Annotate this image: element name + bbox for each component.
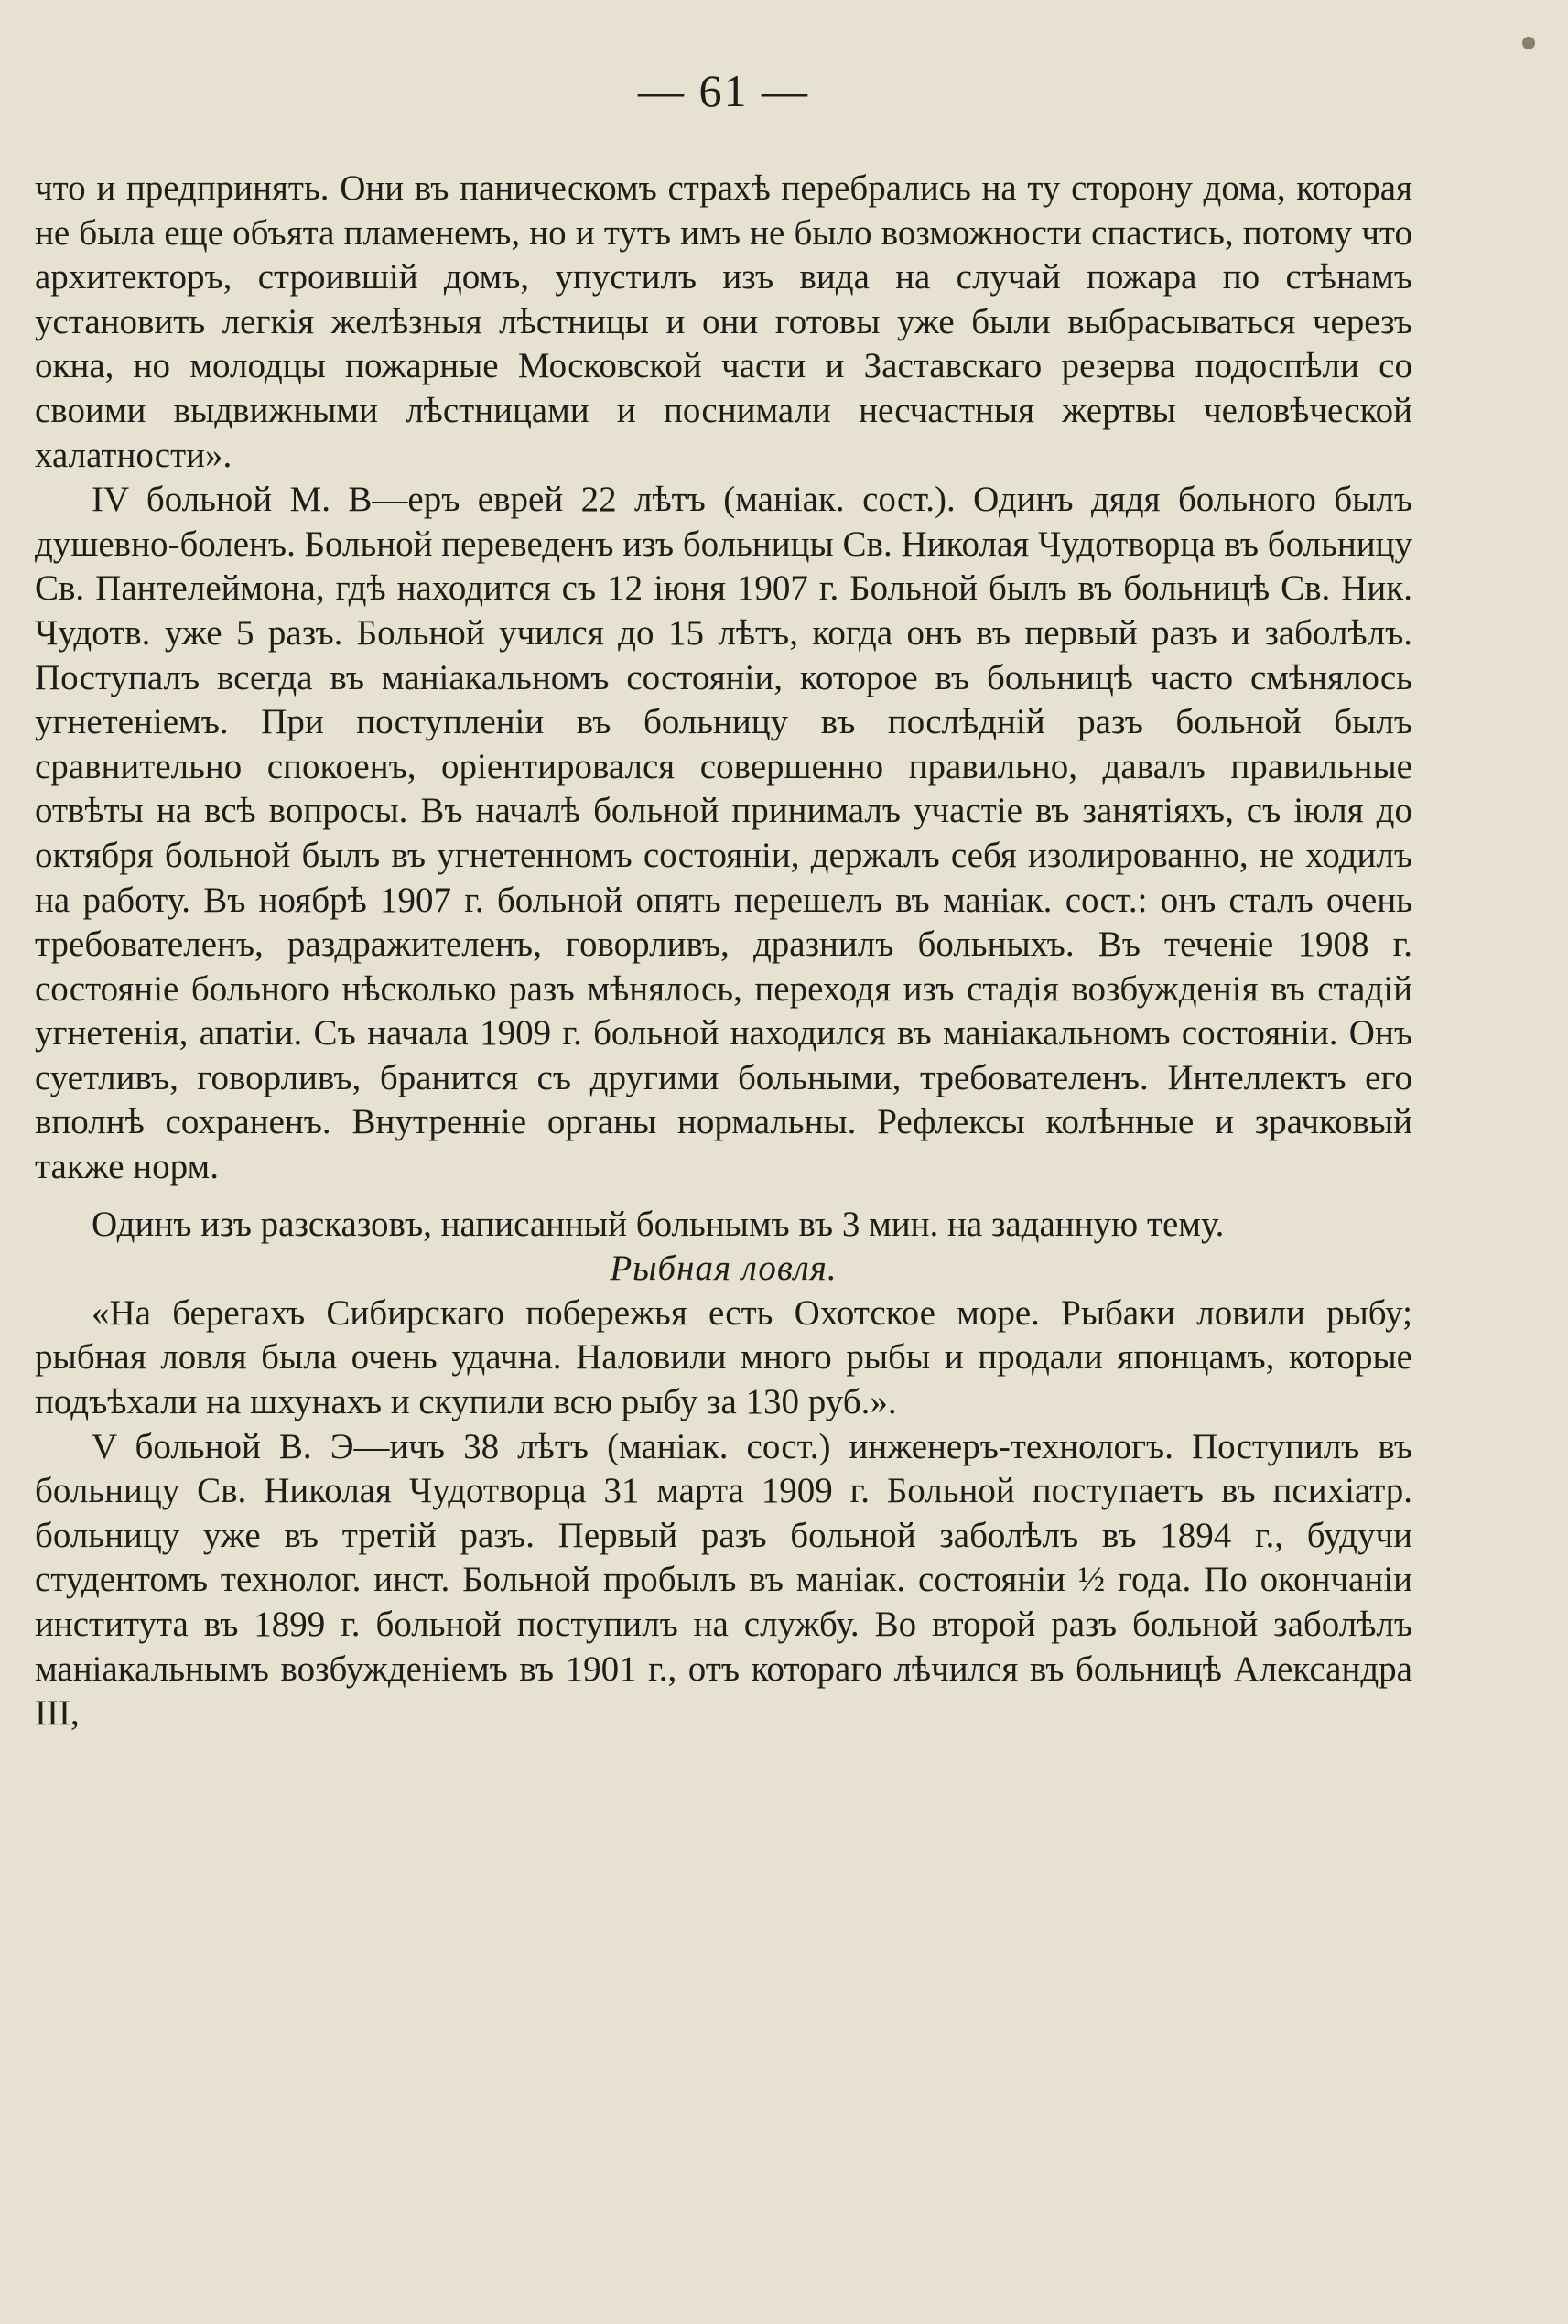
paragraph-case-v: V больной В. Э—ичъ 38 лѣтъ (маніак. сост.) инженеръ-технологъ. Поступилъ въ больницу Св. Николая Чудотворца 31 марта 1909 г. Больной поступаетъ въ психіатр. больницу уже въ третій разъ. Первый разъ больной заболѣлъ въ 1894 г., будучи студентомъ технолог. инст. Больной пробылъ въ маніак. состояніи ½ года. По окончаніи института въ 1899 г. больной поступилъ на службу. Во второй разъ больной заболѣлъ маніакальнымъ возбужденіемъ въ 1901 г., отъ котораго лѣчился въ больницѣ Александра III, [35,1426,1412,1734]
page-number: — 61 — [638,65,809,116]
paragraph-story-text: «На берегахъ Сибирскаго побережья есть Охотское море. Рыбаки ловили рыбу; рыбная ловля была очень удачна. Наловили много рыбы и продали японцамъ, которые подъѣхали на шхунахъ и скупили всю рыбу за 130 руб.». [35,1292,1412,1422]
paragraph-case-iv: IV больной М. В—еръ еврей 22 лѣтъ (маніак. сост.). Одинъ дядя больного былъ душевно-боленъ. Больной переведенъ изъ больницы Св. Николая Чудотворца въ больницу Св. Пантелеймона, гдѣ находится съ 12 іюня 1907 г. Больной былъ въ больницѣ Св. Ник. Чудотв. уже 5 разъ. Больной учился до 15 лѣтъ, когда онъ въ первый разъ и заболѣлъ. Поступалъ всегда въ маніакальномъ состояніи, которое въ больницѣ часто смѣнялось угнетеніемъ. При поступленіи въ больницу въ послѣдній разъ больной былъ сравнительно спокоенъ, оріентировался совершенно правильно, давалъ правильные отвѣты на всѣ вопросы. Въ началѣ больной принималъ участіе въ занятіяхъ, съ іюля до октября больной былъ въ угнетенномъ состояніи, держалъ себя изолированно, не ходилъ на работу. Въ ноябрѣ 1907 г. больной опять перешелъ въ маніак. сост.: онъ сталъ очень требователенъ, раздражителенъ, говорливъ, дразнилъ больныхъ. Въ теченіе 1908 г. состояніе больного нѣсколько разъ мѣнялось, переходя изъ стадія возбужденія въ стадій угнетенія, апатіи. Съ начала 1909 г. больной находился въ маніакальномъ состояніи. Онъ суетливъ, говорливъ, бранится съ другими больными, требователенъ. Интеллектъ его вполнѣ сохраненъ. Внутренніе органы нормальны. Рефлексы колѣнные и зрачковый также норм. [35,480,1412,1187]
paragraph-fire-ending: что и предпринять. Они въ паническомъ страхѣ перебрались на ту сторону дома, которая не была еще объята пламенемъ, но и тутъ имъ не было возможности спастись, потому что архитекторъ, строившій домъ, упустилъ изъ вида на случай пожара по стѣнамъ установить легкія желѣзныя лѣстницы и они готовы уже были выбрасываться черезъ окна, но молодцы пожарные Московской части и Заставскаго резерва подоспѣли со своими выдвижными лѣстницами и поснимали несчастныя жертвы человѣческой халатности». [35,168,1412,475]
story-heading: Рыбная ловля. [610,1248,838,1289]
ink-spot [1522,37,1535,49]
paragraph-story-intro: Одинъ изъ разсказовъ, написанный больнымъ въ 3 мин. на заданную тему. [92,1204,1225,1244]
